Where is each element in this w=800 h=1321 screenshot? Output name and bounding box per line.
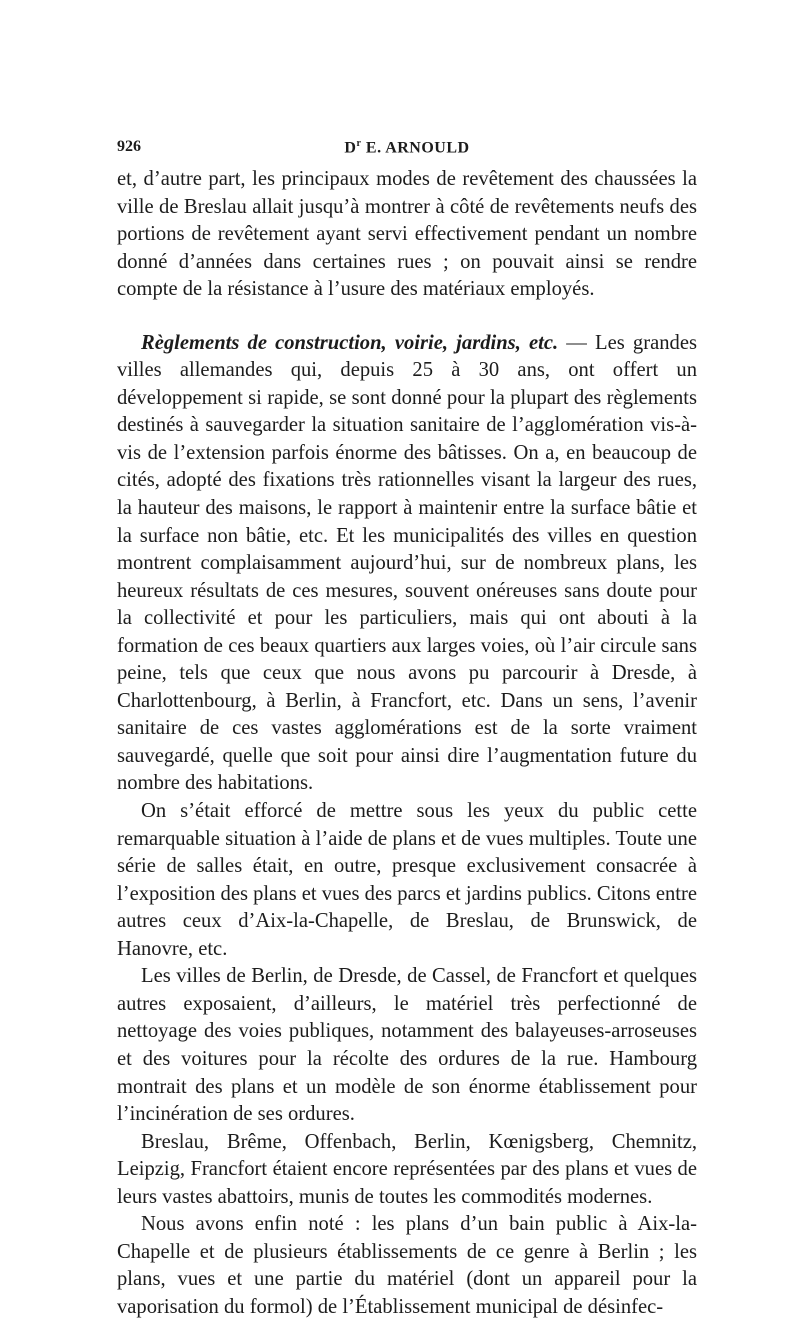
author-name: E. ARNOULD: [365, 139, 470, 157]
paragraph-bains-desinfection: Nous avons enfin noté : les plans d’un bain public à Aix-la-Chapelle et de plusieurs établissements de ce genre à Berlin ; les plans, vues et une partie du matériel (dont un appareil pour la vaporisation du formol) de l’Établissement municipal de désinfec-: [117, 1213, 697, 1318]
paragraph-abattoirs: Breslau, Brême, Offenbach, Berlin, Kœnigsberg, Chemnitz, Leipzig, Francfort étaient encore représentées par des plans et vues de leurs vastes abattoirs, munis de toutes les commodités modernes.: [117, 1130, 697, 1208]
paragraph-nettoyage: Les villes de Berlin, de Dresde, de Cassel, de Francfort et quelques autres exposaient, d’ailleurs, le matériel très perfectionné de nettoyage des voies publiques, notamment des balayeuses-arroseuses et des voitures pour la récolte des ordures de la rue. Hambourg montrait des plans et un modèle de son énorme établissement pour l’incinération de ses ordures.: [117, 965, 697, 1126]
running-header: [117, 138, 697, 166]
section-title: Règlements de construction, voirie, jardins, etc.: [141, 331, 559, 354]
running-title: [117, 138, 697, 157]
author-prefix: D: [344, 139, 357, 157]
paragraph-plans-parcs: On s’était efforcé de mettre sous les yeux du public cette remarquable situation à l’aide de plans et de vues multiples. Toute une série de salles était, en outre, presque exclusivement consacrée à l’exposition des plans et vues des parcs et jardins publics. Citons entre autres ceux d’Aix-la-Chapelle, de Breslau, de Brunswick, de Hanovre, etc.: [117, 800, 697, 960]
paragraph-continuation: et, d’autre part, les principaux modes de revêtement des chaussées la ville de Breslau allait jusqu’à montrer à côté de revêtements neufs des portions de revêtement ayant servi effectivement pendant un nombre donné d’années dans certaines rues ; on pouvait ainsi se rendre compte de la résistance à l’usure des matériaux employés.: [117, 168, 697, 301]
book-page: [117, 138, 697, 1321]
paragraph-section-reglements: [117, 330, 697, 798]
author-prefix-sup: r: [356, 138, 362, 149]
page-number: 926: [117, 138, 141, 155]
section-text: — Les grandes villes allemandes qui, depuis 25 à 30 ans, ont offert un développement si rapide, se sont donné pour la plupart des règlements destinés à sauvegarder la situation sanitaire de l’agglomération vis-à-vis de l’extension parfois énorme des bâtisses. On a, en beaucoup de cités, adopté des fixations très rationnelles visant la largeur des rues, la hauteur des maisons, le rapport à maintenir entre la surface bâtie et la surface non bâtie, etc. Et les municipalités des villes en question montrent complaisamment aujourd’hui, sur de nombreux plans, les heureux résultats de ces mesures, souvent onéreuses sans doute pour la collectivité et pour les particuliers, mais qui ont abouti à la formation de ces beaux quartiers aux larges voies, où l’air circule sans peine, tels que ceux que nous avons pu parcourir à Dresde, à Charlottenbourg, à Berlin, à Francfort, etc. Dans un sens, l’avenir sanitaire de ces vastes agglomérations est de la sorte vraiment sauvegardé, quelle que soit pour ainsi dire l’augmentation future du nombre des habitations.: [117, 331, 697, 795]
page-body: [117, 166, 697, 1321]
